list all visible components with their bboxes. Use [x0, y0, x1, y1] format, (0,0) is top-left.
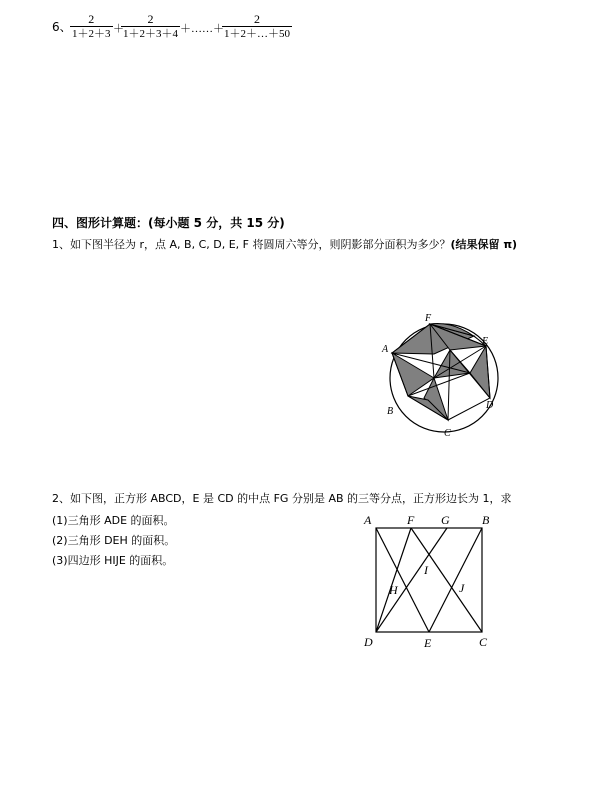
- figure1-label-c: C: [444, 428, 451, 439]
- fraction-1-denominator: 1＋2＋3: [72, 28, 111, 40]
- figure2-label-i: I: [424, 563, 428, 577]
- figure1-label-b: B: [387, 406, 394, 417]
- fraction-2-numerator: 2: [147, 12, 154, 26]
- figure2-label-d: D: [364, 635, 373, 649]
- fraction-2-denominator: 1＋2＋3＋4: [123, 28, 178, 40]
- figure1-label-e: E: [482, 336, 489, 347]
- figure2-label-g: G: [441, 513, 450, 527]
- question-1-body: 1、如下图半径为 r，点 A, B, C, D, E, F 将圆周六等分，则阴影部分面积为多少？: [52, 238, 451, 251]
- ellipsis-sum: ＋……＋: [180, 23, 224, 35]
- square-figure: [358, 508, 498, 653]
- question-1-note: (结果保留 π): [450, 238, 518, 251]
- plus-sign: ＋: [113, 23, 124, 35]
- fraction-1: [70, 12, 113, 41]
- figure2-label-a: A: [364, 513, 372, 527]
- figure1-label-a: A: [382, 344, 389, 355]
- figure1-label-d: D: [486, 400, 494, 411]
- figure2-label-j: J: [459, 581, 465, 595]
- question-1-text: [52, 236, 517, 252]
- question-2-text: 2、如下图，正方形 ABCD，E 是 CD 的中点 FG 分别是 AB 的三等分点，正方形边长为 1，求: [52, 492, 512, 505]
- fraction-3: [222, 12, 292, 41]
- fraction-2: [121, 12, 180, 41]
- question-2-sub2: (2)三角形 DEH 的面积。: [52, 534, 176, 547]
- figure2-label-e: E: [424, 636, 432, 650]
- section-title: 四、图形计算题：(每小题 5 分，共 15 分): [52, 216, 285, 230]
- figure2-label-b: B: [482, 513, 490, 527]
- figure2-label-c: C: [479, 635, 488, 649]
- question-2-sub3: (3)四边形 HIJE 的面积。: [52, 554, 174, 567]
- fraction-1-numerator: 2: [88, 12, 95, 26]
- figure2-label-h: H: [389, 583, 398, 597]
- fraction-3-denominator: 1＋2＋…＋50: [224, 28, 290, 40]
- figure2-label-f: F: [407, 513, 415, 527]
- question-2-sub1: (1)三角形 ADE 的面积。: [52, 514, 175, 527]
- figure1-label-f: F: [425, 313, 432, 324]
- question-6-index: 6、: [52, 20, 72, 34]
- fraction-3-numerator: 2: [254, 12, 260, 26]
- hexagon-circle-figure: [378, 308, 508, 448]
